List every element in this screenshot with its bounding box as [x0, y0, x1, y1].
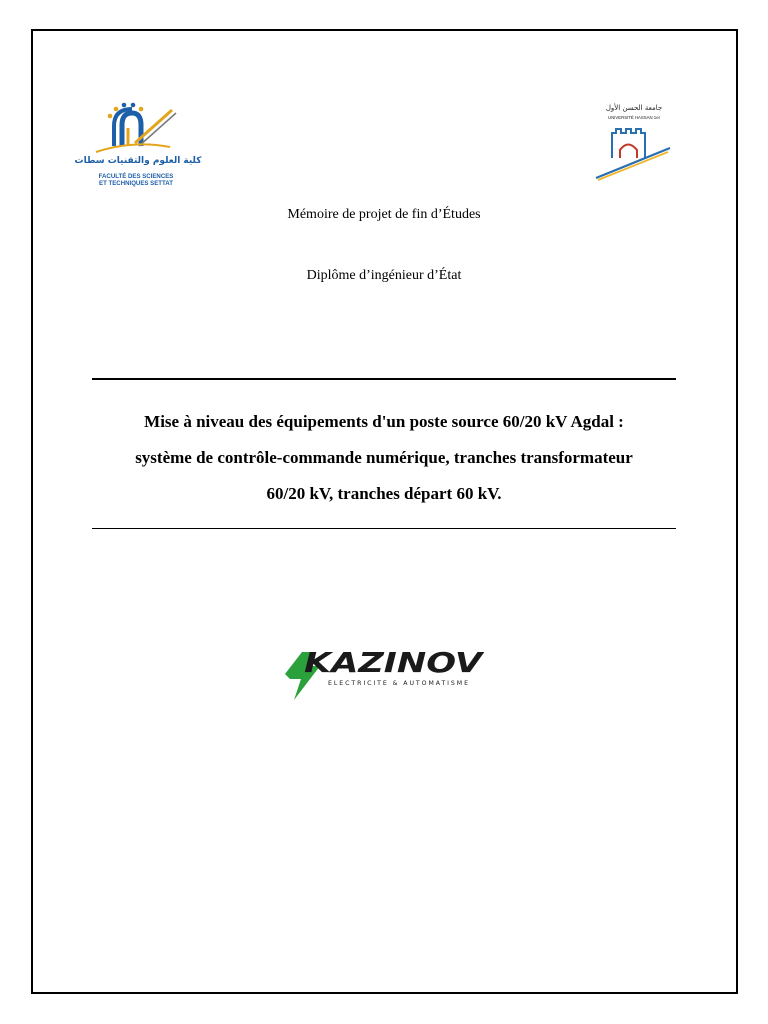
title-line-2: système de contrôle-commande numérique, tranches transformateur	[135, 448, 633, 467]
title-line-1: Mise à niveau des équipements d'un poste source 60/20 kV Agdal :	[144, 412, 624, 431]
universite-hassan-1er-logo	[590, 100, 674, 184]
kazinov-wordmark: KAZINOV	[304, 646, 485, 679]
fst-name-line1: FACULTÉ DES SCIENCES	[98, 173, 174, 180]
fst-emblem-icon	[96, 103, 176, 152]
title-line-3: 60/20 kV, tranches départ 60 kV.	[266, 484, 502, 503]
degree-line: Diplôme d’ingénieur d’État	[306, 268, 462, 283]
memoire-type-line: Mémoire de projet de fin d’Études	[287, 207, 481, 222]
uh1-latin-name: UNIVERSITÉ HASSAN 1er	[607, 115, 661, 120]
title-bottom-rule	[92, 528, 676, 529]
uh1-arabic-name: جامعة الحسن الأول	[605, 104, 663, 112]
uh1-tower-icon	[596, 129, 670, 180]
fst-name-line2: ET TECHNIQUES SETTAT	[99, 180, 173, 187]
fst-settat-logo	[74, 100, 202, 190]
kazinov-logo	[282, 644, 494, 704]
kazinov-tagline: ELECTRICITE & AUTOMATISME	[328, 680, 468, 687]
document-title	[92, 404, 676, 512]
title-top-rule	[92, 378, 676, 380]
fst-arabic-name: كلية العلوم والتقنيات سطات	[74, 156, 202, 166]
